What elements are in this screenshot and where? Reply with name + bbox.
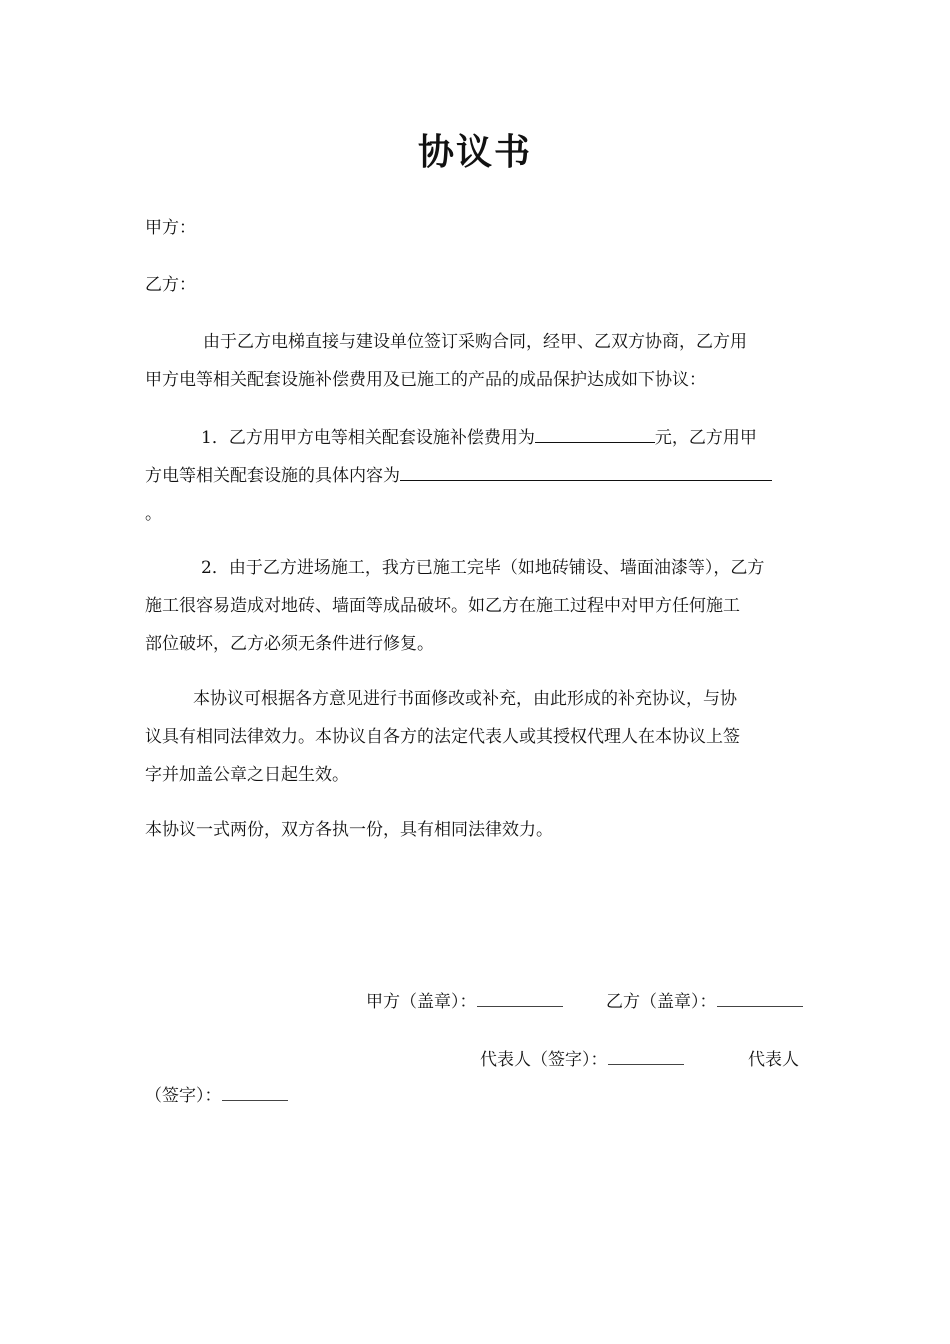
rep-b-label-part1: 代表人 [748, 1050, 799, 1070]
rep-a-label: 代表人（签字）： [480, 1050, 608, 1070]
sign-b-label: 乙方（盖章）： [606, 992, 717, 1012]
sign-b-blank[interactable] [717, 988, 803, 1007]
clause-1-line-2 [145, 462, 772, 490]
clause-1-text-c: 方电等相关配套设施的具体内容为 [145, 466, 400, 486]
facility-content-blank[interactable] [400, 462, 772, 481]
amend-line-2: 议具有相同法律效力。本协议自各方的法定代表人或其授权代理人在本协议上签 [145, 727, 740, 747]
copies-line: 本协议一式两份，双方各执一份，具有相同法律效力。 [145, 820, 553, 840]
clause-2-line-1: 2．由于乙方进场施工，我方已施工完毕（如地砖铺设、墙面油漆等），乙方 [201, 558, 765, 578]
clause-2-line-3: 部位破坏，乙方必须无条件进行修复。 [145, 634, 434, 654]
intro-line-1: 由于乙方电梯直接与建设单位签订采购合同，经甲、乙双方协商，乙方用 [203, 332, 747, 352]
amend-line-3: 字并加盖公章之日起生效。 [145, 765, 349, 785]
sign-a-label: 甲方（盖章）： [366, 992, 477, 1012]
rep-b [145, 1082, 288, 1110]
intro-line-2: 甲方电等相关配套设施补偿费用及已施工的产品的成品保护达成如下协议： [145, 370, 706, 390]
rep-a-blank[interactable] [608, 1046, 684, 1065]
party-a-label: 甲方： [145, 218, 196, 238]
clause-2-line-2: 施工很容易造成对地砖、墙面等成品破坏。如乙方在施工过程中对甲方任何施工 [145, 596, 740, 616]
sign-a-blank[interactable] [477, 988, 563, 1007]
sign-party-a [366, 988, 563, 1016]
rep-b-blank[interactable] [222, 1082, 288, 1101]
document-title: 协议书 [417, 132, 532, 173]
clause-1-line-1 [201, 424, 757, 452]
clause-1-text-a: 1．乙方用甲方电等相关配套设施补偿费用为 [201, 428, 535, 448]
sign-party-b [606, 988, 803, 1016]
party-b-label: 乙方： [145, 275, 196, 295]
amend-line-1: 本协议可根据各方意见进行书面修改或补充，由此形成的补充协议，与协 [193, 689, 737, 709]
clause-1-text-b: 元，乙方用甲 [654, 428, 757, 448]
clause-1-line-3: 。 [145, 504, 162, 524]
rep-b-label-part2: （签字）： [145, 1086, 222, 1106]
rep-a [480, 1046, 684, 1074]
compensation-amount-blank[interactable] [535, 424, 655, 443]
